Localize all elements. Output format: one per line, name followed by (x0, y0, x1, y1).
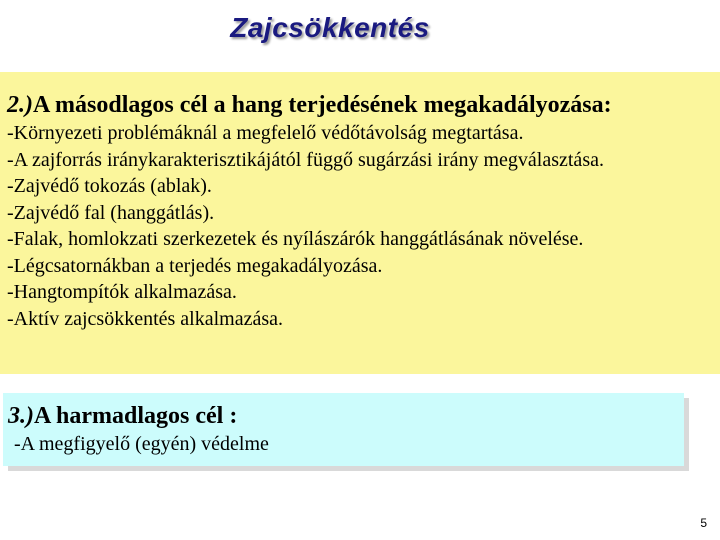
list-item: -Zajvédő fal (hanggátlás). (7, 201, 215, 224)
tertiary-goal-box (3, 393, 684, 466)
page-number: 5 (700, 516, 707, 530)
list-item: -A megfigyelő (egyén) védelme (14, 433, 269, 455)
secondary-goal-number: 2.) (7, 92, 33, 118)
secondary-goal-heading (7, 90, 720, 120)
list-item: -Aktív zajcsökkentés alkalmazása. (7, 307, 283, 330)
tertiary-goal-heading (8, 401, 684, 431)
secondary-goal-heading-text: A másodlagos cél a hang terjedésének megakadályozása: (33, 92, 612, 118)
tertiary-goal-number: 3.) (8, 403, 34, 429)
secondary-goal-box (0, 72, 720, 374)
list-item: -Légcsatornákban a terjedés megakadályozása. (7, 254, 383, 277)
list-item: -Környezeti problémáknál a megfelelő védőtávolság megtartása. (7, 122, 524, 144)
list-item: -A zajforrás iránykarakterisztikájától függő sugárzási irány megválasztása. (7, 148, 604, 171)
list-item: -Falak, homlokzati szerkezetek és nyílászárók hanggátlásának növelése. (7, 228, 584, 250)
slide-title: Zajcsökkentés (230, 12, 430, 43)
tertiary-goal-heading-text: A harmadlagos cél : (34, 403, 238, 429)
list-item: -Hangtompítók alkalmazása. (7, 281, 237, 303)
list-item: -Zajvédő tokozás (ablak). (7, 175, 212, 197)
